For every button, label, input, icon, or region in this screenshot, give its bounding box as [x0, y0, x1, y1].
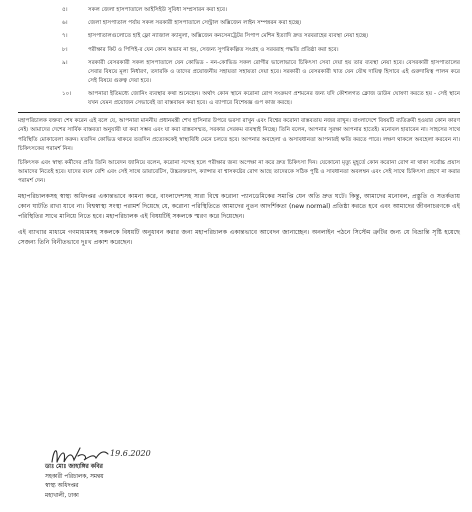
action-list	[18, 6, 460, 108]
list-item-text: জেলা হাসপাতাল পর্যায় সকল সরকারী হাসপাতালে সেন্ট্রাল অক্সিজেন লাইন সম্পন্নরন করা হচ্ছে।	[88, 20, 302, 27]
list-item	[18, 90, 460, 108]
list-item	[18, 6, 460, 15]
signatory-title: সহকারী পরিচালক, সমন্বয়	[45, 473, 104, 480]
list-item-number: ৬।	[62, 20, 68, 27]
signature-block	[45, 463, 104, 501]
paragraph-new-normal: মহাপরিচালকসহ স্বাস্থ্য অধিদপ্তর একান্তভাবে কামনা করে, বাংলাদেশসহ সারা বিশ্বে করোনা প্যানডেমিকের সমাপ্তি যেন অতি দ্রুত ঘটে। কিন্তু, আমাদের মনোবল, প্রস্তুতি ও সতর্কতায় কোন ঘাটতি রাখা যাবে না। বিশ্বস্বাস্থ্য সংস্থা পরামর্শ দিয়েছে যে, করোনা পরিস্থিতিতে আমাদের নুতন আদর্শিকতা (new normal) প্রতিষ্ঠা করতে হবে এবং আমাদের জীবনাচরণকে এই পরিস্থিতির সাথে মানিয়ে নিতে হবে। মহাপরিচালক এই বিষয়টিই সকলকে স্মরণ করে দিয়েছেন।	[18, 192, 460, 221]
list-item-number: ৫।	[62, 7, 68, 13]
list-item-text: আপনারা ইতিমধ্যে জোনিং ব্যবস্থার কথা শুনেছেন। অর্থাৎ কোন স্থানে করোনা রোগ সংক্রমণ প্রশমনের জন্য যদি কৌশলগত ক্লোজ ডাউন ঘোষণা করতে হয় - সেই স্থানে যখন যেমন প্রয়োজন সেভাবেই তা বাস্তবায়ন করা হবে। এ ব্যাপারে বিশেষজ্ঞ গুপ কাজ করছে।	[88, 90, 460, 106]
list-item-text: পরীক্ষার কিট ও পিপিই-র যেন কোন অভাব না হয়, সেজন্য সুপরিকল্পিত সংগ্রহ ও সরবরাহ পদ্ধতি প্রতিষ্ঠা করা হবে।	[88, 46, 339, 53]
paragraph-apology: এই ব্যাখ্যার মাধ্যমে গণমাধ্যমসহ সকলকে বিষয়টি অনুধাবন করার জন্য মহাপরিচালক একান্তভাবে আবেদন জানাচ্ছেন। অনলাইন পঠনে সিস্টেম ত্রুটির জন্য যে বিভ্রান্তি সৃষ্টি হয়েছে সেজন্য তিনি বিনীতভাবে দুঃখ প্রকাশ করেছেন।	[18, 228, 460, 247]
list-item-number: ৮।	[62, 46, 68, 53]
list-item	[18, 59, 460, 86]
list-item-text: সরকারী বেসরকারী সকল হাসপাতালে যেন কোভিড - নন-কোভিড সকল রোগীর ভালোভাবে চিকিৎসা সেবা দেয়া হয় তার ব্যবস্থা নেয়া হবে। বেসরকারী হাসপাতালের সেবার বিষয়ে মূল্য নির্ধারণ, তদারকি ও তাদের প্রয়োজনীয় সহায়তা সহায়তা দেয়া হবে। সরকারী ও বেসরকারী খাত যেন যৌথ দায়িত্ব হিসাবে এই গুরুদায়িত্ব পালন করে সেই বিষয়ে গুরুত্ব দেয়া হবে।	[88, 59, 460, 84]
list-item-text: হাসপাতালগুলোতে হাই ফ্লো ন্যাজাল ক্যানুলা, অক্সিজেন কনসেনট্রেটর সিপাপ মেশিন ইত্যাদি দ্রুত সরবরাহের ব্যবস্থা নেয়া হচ্ছে।	[88, 33, 369, 40]
list-item	[18, 19, 460, 28]
list-item-number: ৯।	[62, 59, 68, 66]
list-item	[18, 46, 460, 55]
list-item-text: সকল জেলা হাসপাতালে আইসিইউ সুবিধা সম্প্রসারন করা হবে।	[88, 7, 228, 13]
signatory-office: স্বাস্থ্য অধিদপ্তর	[45, 483, 79, 490]
list-item	[18, 32, 460, 41]
list-item-number: ১০।	[62, 90, 72, 97]
section-divider	[18, 112, 460, 113]
signatory-name: ডাঃ মোঃ জাহাঙ্গির কবির	[45, 464, 103, 470]
list-item-number: ৭।	[62, 33, 68, 40]
signature-date: 19.6.2020	[110, 449, 151, 458]
signatory-location: মহাখালী, ঢাকা	[45, 492, 79, 499]
paragraph-doctors-appeal: চিকিৎসক এবং স্বাস্থ্য কর্মীদের প্রতি তিনি আবেদন জানিয়ে বলেন, করোনা সন্দেহ হলে পরীক্ষার জন্য অপেক্ষা না করে দ্রুত চিকিৎসা দিন। যেকোনো মৃত্যু মুহূর্তে কোন করোনা রোগ না থাকা সর্বোচ্চ প্রয়াস আমাদের নিতেই হবে। যাদের বয়স বেশি এবং সেই সাথে ডায়াবেটিস, উচ্চরক্তচাপ, ক্যান্সার বা শ্বাসকষ্টের রোগ আছে তাদেরকে সঠিক পুষ্টি ও সাবধানতা অবলম্বন এবং সেই সাথে চিকিৎসা গ্রহণে না করার পরামর্শ দেন।	[18, 159, 460, 185]
paragraph-dg-statement: মহাপরিচালক বক্তব্য শেষ করেন এই বলে যে, আপনারা মাননীয় প্রধানমন্ত্রী শেখ হাসিনার উপরে ভরসা রাখুন এবং বিশ্বের করোনা বাস্তবতায় নজর রাখুন। বাংলাদেশে বিষয়টি ব্যতিক্রমী হওয়ার কোন কারণ নেই। আমাদের দেশের সার্বিক বাস্তবতা অনুযায়ী যা করা সম্ভব এবং যা করা বাস্তবসম্মত, সরকার সেরকম ব্যবস্থাই নিচ্ছে। তিনি বলেন, আপনার সুরক্ষা আপনার হাতেই। মনোবল হারাবেন না। সাহসের সাথে পরিস্থিতি মোকাবেলা করুন। যতদিন কোভিড থাকবে ততদিন প্রত্যেককেই স্বাস্থ্যবিধি মেনে চলতে হবে। আপনার অবহেলা ও অসাবধানতা আপনারই ক্ষতি করতে পারে। লক্ষণ থাকলে অবহেলা করবেন না। চিকিৎসকের পরামর্শ নিন।	[18, 118, 460, 152]
